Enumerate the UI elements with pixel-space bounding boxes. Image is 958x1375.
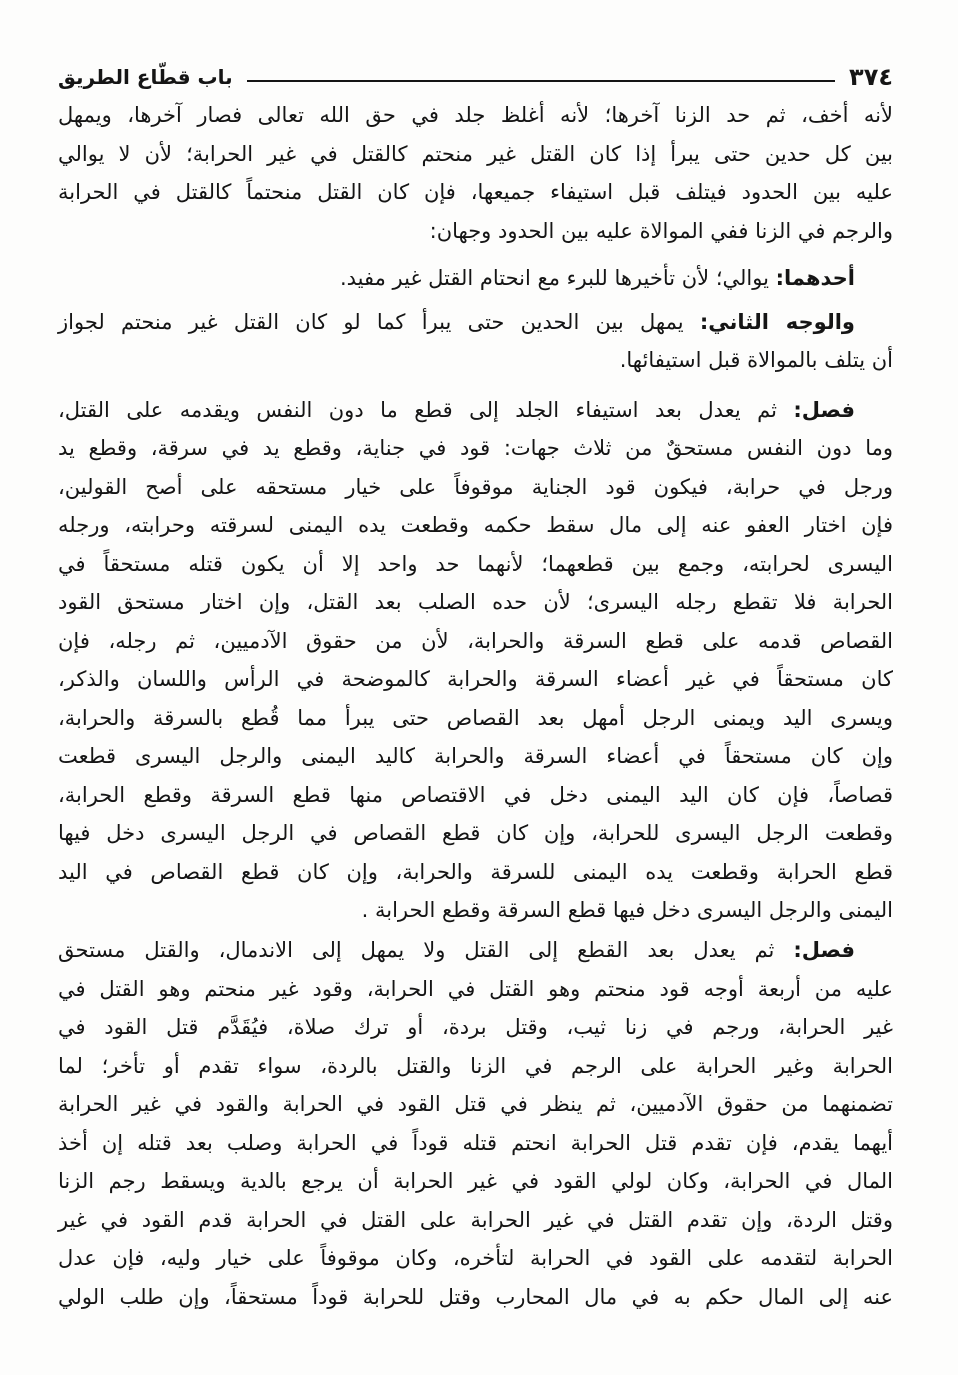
text-line: الحرابة وغير الحرابة على الرجم في الزنا والقتل بالردة، سواء تقدم أو تأخر؛ لما <box>58 1053 893 1078</box>
text-line: وما دون النفس مستحقٌ من ثلاث جهات: قود في جناية، وقطع يد في سرقة، وقطع يد <box>58 436 893 460</box>
text-line: وقطعت الرجل اليسرى للحرابة، وإن كان قطع القصاص في الرجل اليسرى دخل فيها <box>58 821 893 845</box>
paragraph <box>58 96 893 250</box>
text-line <box>58 303 893 342</box>
line-text: ثم يعدل بعد استيفاء الجلد إلى قطع ما دون النفس ويقدمه على القتل، <box>58 397 777 422</box>
text-line: المال في الحرابة، وكان لولي القود في غير الحرابة أن يرجع بالدية ويسقط رجم الزنا <box>58 1169 893 1193</box>
text-line: أيهما يقدم، فإن تقدم قتل الحرابة انحتم قتله قوداً في الحرابة وصلب بعد قتله إن أخذ <box>58 1130 893 1155</box>
text-line: القصاص قدمه على قطع السرقة والحرابة، لأن من حقوق الآدميين، ثم رجله، فإن <box>58 628 893 653</box>
page-header <box>58 60 893 94</box>
text-line: الحرابة فلا تقطع رجله اليسرى؛ لأن حده الصلب بعد القتل، وإن اختار مستحق القود <box>58 590 893 614</box>
paragraph <box>58 391 893 930</box>
paragraph-lead: والوجه الثاني: <box>699 309 855 334</box>
text-line: لأنه أخف، ثم حد الزنا آخرها؛ لأنه أغلظ جلد في حق الله تعالى فصار آخرها، ويمهل <box>58 103 893 127</box>
chapter-title: باب قطّاع الطريق <box>58 65 233 89</box>
header-rule <box>247 80 835 82</box>
text-line: ورجل في حرابة، فيكون قود الجناية موقوفاً على خيار مستحقه على أصح القولين، <box>58 474 893 499</box>
text-line: قصاصاً، فإن كان اليد اليمنى دخل في الاقتصاص منها قطع السرقة وقطع الحرابة، <box>58 782 893 807</box>
text-line: والرجم في الزنا ففي الموالاة عليه بين الحدود وجهان: <box>429 218 893 243</box>
paragraph <box>58 303 893 380</box>
text-line <box>58 931 893 970</box>
text-line: بين كل حدين حتى يبرأ إذا كان القتل غير منحتم كالقتل في غير الحرابة؛ لأن لا يوالي <box>58 141 893 166</box>
paragraph <box>58 931 893 1316</box>
text-line: اليسرى لحرابته، وجمع بين قطعهما؛ لأنهما حد واحد إلا أن يكون قتله مستحقاً في <box>58 551 893 576</box>
line-text: ثم يعدل بعد القطع إلى القتل ولا يمهل إلى الاندمال، والقتل مستحق <box>58 938 775 962</box>
text-line: تضمنهما من حقوق الآدميين، ثم ينظر في قتل القود في الحرابة والقود في غير الحرابة <box>58 1092 893 1116</box>
text-line <box>58 391 893 430</box>
text-line: ويسرى اليد ويمنى الرجل أمهل بعد القصاص حتى يبرأ مما قُطع بالسرقة والحرابة، <box>58 705 893 730</box>
body-text <box>58 96 893 1316</box>
line-text: يمهل بين الحدين حتى يبرأ كما لو كان القتل غير منحتم لجواز <box>58 309 684 334</box>
text-line: وإن كان مستحقاً في أعضاء السرقة والحرابة كاليد اليمنى والرجل اليسرى قطعت <box>58 744 893 768</box>
text-line: وقتل الردة، وإن تقدم القتل في غير الحرابة على القتل في الحرابة قدم القود في غير <box>58 1207 893 1232</box>
page-number: ٣٧٤ <box>849 63 893 91</box>
text-line: كان مستحقاً في غير أعضاء السرقة والحرابة كالموضحة في الرأس واللسان والذكر، <box>58 667 893 691</box>
text-line: غير الحرابة، ورجم في زنا ثيب، وقتل بردة، أو ترك صلاة، فيُقَدَّم قتل القود في <box>58 1015 893 1039</box>
text-line: عليه بين الحدود فيتلف قبل استيفاء جميعها، فإن كان القتل منحتماً كالقتل في الحرابة <box>58 180 893 204</box>
paragraph-lead: فصل: <box>793 938 855 962</box>
text-line: أن يتلف بالموالاة قبل استيفائها. <box>619 348 893 372</box>
paragraph-lead: أحدهما: <box>775 266 855 290</box>
text-line <box>58 259 893 298</box>
paragraph-lead: فصل: <box>793 397 855 422</box>
paragraph <box>58 259 893 298</box>
text-line: عليه من أربعة أوجه قود منحتم وهو القتل في الحرابة، وقود غير منحتم وهو القتل في <box>58 976 893 1001</box>
text-line: عنه إلى المال حكم به في مال المحارب وقتل للحرابة قوداً مستحقاً، وإن طلب الولي <box>58 1284 893 1309</box>
text-line: فإن اختار العفو عنه إلى مال سقط حكمه وقطعت يده اليمنى لسرقته وحرابته، ورجله <box>58 513 893 537</box>
line-text: يوالي؛ لأن تأخيرها للبرء مع انحتام القتل غير مفيد. <box>339 266 769 290</box>
text-line: اليمنى والرجل اليسرى دخل فيها قطع السرقة وقطع الحرابة . <box>361 898 893 922</box>
text-line: الحرابة لتقدمه على القود في الحرابة لتأخره، وكان موقوفاً على خيار وليه، فإن عدل <box>58 1246 893 1270</box>
text-line: قطع الحرابة وقطعت يده اليمنى للسرقة والحرابة، وإن كان قطع القصاص في اليد <box>58 859 893 884</box>
